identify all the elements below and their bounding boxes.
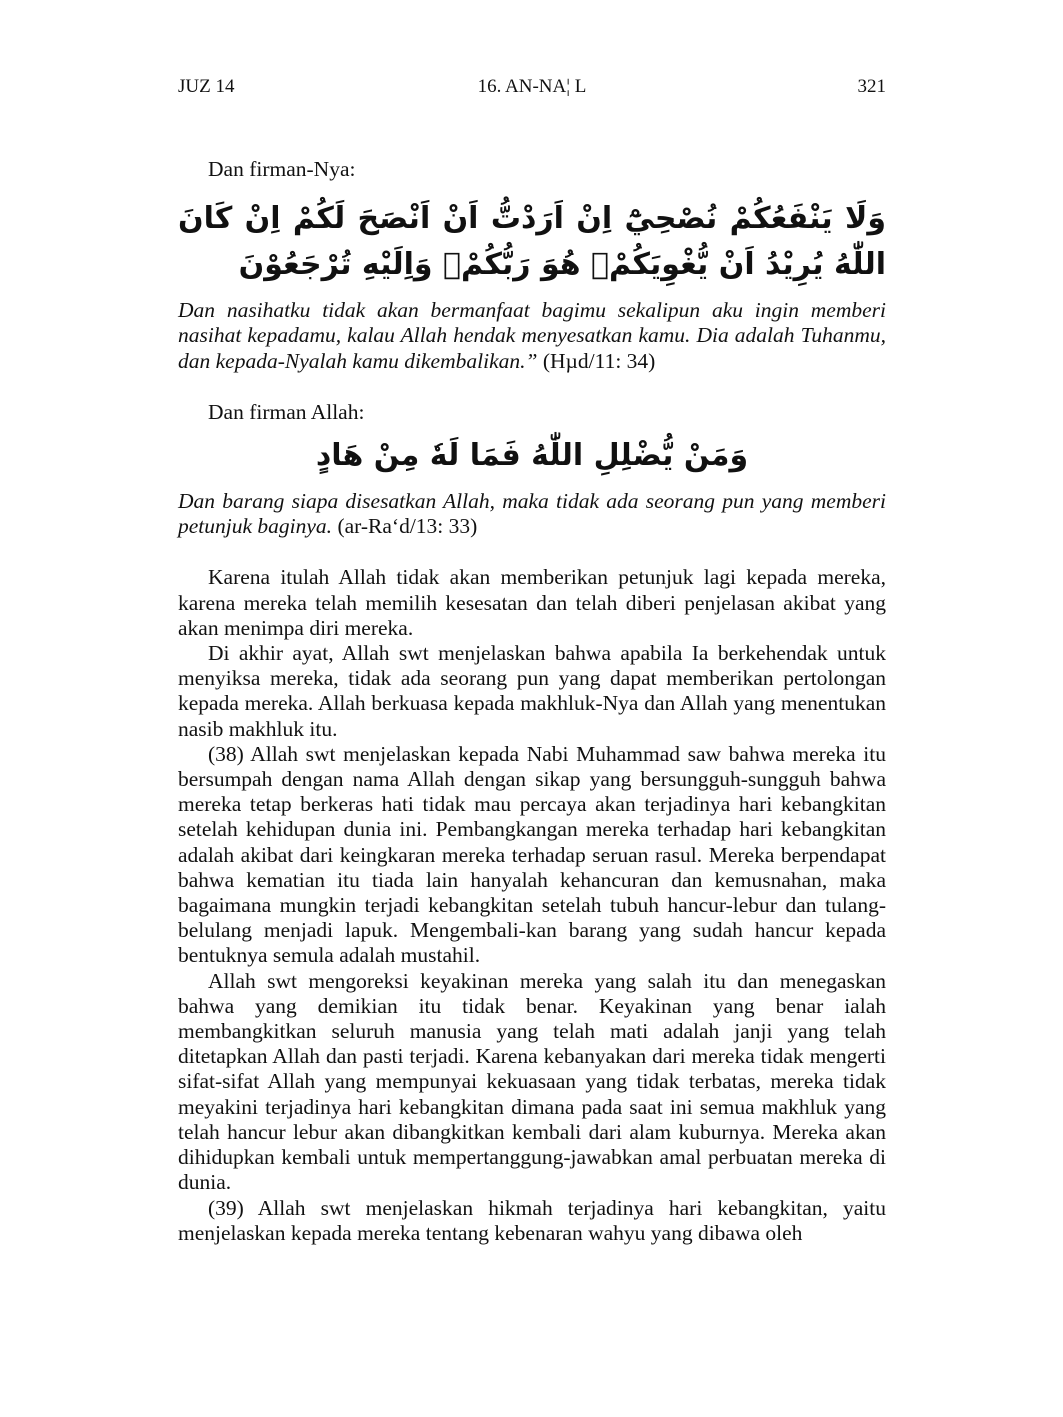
page-header (178, 76, 886, 102)
commentary (178, 565, 886, 1245)
page-number: 321 (857, 76, 886, 97)
page-body (178, 157, 886, 1246)
paragraph-5: (39) Allah swt menjelaskan hikmah terjadinya hari kebangkitan, yaitu menjelaskan kepada mereka tentang kebenaran wahyu yang dibawa oleh (178, 1195, 886, 1245)
intro-text-1: Dan firman-Nya: (208, 157, 356, 181)
arabic-verse-2: وَمَنْ يُّضْلِلِ اللّٰهُ فَمَا لَهٗ مِنْ هَادٍ (315, 438, 749, 474)
paragraph-4: Allah swt mengoreksi keyakinan mereka yang salah itu dan menegaskan bahwa yang demikian itu tidak benar. Keyakinan yang benar ialah membangkitkan seluruh manusia yang telah mati adalah janji yang telah ditetapkan Allah dan pasti terjadi. Karena kebanyakan dari mereka tidak mengerti sifat-sifat Allah yang mempunyai kekuasaan yang tidak terbatas, mereka tidak meyakini terjadinya hari kebangkitan dimana pada saat ini semua makhluk yang telah hancur lebur akan dibangkitkan kembali dari alam kuburnya. Mereka akan dihidupkan kembali untuk mempertanggung-jawabkan amal perbuatan mereka di dunia. (178, 968, 886, 1195)
juz-label: JUZ 14 (178, 76, 235, 97)
translation-2 (178, 489, 886, 539)
intro-text-2: Dan firman Allah: (208, 399, 365, 424)
arabic-verse-1: وَلَا يَنْفَعُكُمْ نُصْحِيْٓ اِنْ اَرَدْتُّ اَنْ اَنْصَحَ لَكُمْ اِنْ كَانَ اللّٰهُ يُرِيْدُ اَنْ يُّغْوِيَكُمْۗ هُوَ رَبُّكُمْۗ وَاِلَيْهِ تُرْجَعُوْنَ (178, 201, 886, 283)
translation-2-text: Dan barang siapa disesatkan Allah, maka tidak ada seorang pun yang memberi petunjuk baginya. (178, 489, 886, 539)
surah-title: 16. AN-NA¦ L (477, 76, 587, 97)
translation-1 (178, 298, 886, 374)
paragraph-1: Karena itulah Allah tidak akan memberikan petunjuk lagi kepada mereka, karena mereka telah memilih kesesatan dan telah diberi penjelasan akibat yang akan menimpa diri mereka. (178, 565, 886, 640)
paragraph-3: (38) Allah swt menjelaskan kepada Nabi Muhammad saw bahwa mereka itu bersumpah dengan nama Allah dengan sikap yang bersungguh-sungguh bahwa mereka tetap berkeras hati tidak mau percaya akan terjadinya hari kebangkitan setelah kehidupan dunia ini. Pembangkangan mereka terhadap hari kebangkitan adalah akibat dari keingkaran mereka terhadap seruan rasul. Mereka berpendapat bahwa kematian itu tiada lain hanyalah kehancuran dan kemusnahan, maka bagaimana mungkin terjadi kebangkitan setelah tubuh hancur-lebur dan tulang-belulang menjadi lapuk. Mengembali-kan barang yang sudah hancur kepada bentuknya semula adalah mustahil. (178, 741, 886, 968)
reference-2: (ar-Ra‘d/13: 33) (337, 514, 478, 539)
translation-1-text: Dan nasihatku tidak akan bermanfaat bagimu sekalipun aku ingin memberi nasihat kepadamu, kalau Allah hendak menyesatkan kamu. Dia adalah Tuhanmu, dan kepada-Nyalah kamu dikembalikan.” (178, 298, 886, 373)
paragraph-2: Di akhir ayat, Allah swt menjelaskan bahwa apabila Ia berkehendak untuk menyiksa mereka, tidak ada seorang pun yang dapat memberikan pertolongan kepada mereka. Allah berkuasa kepada makhluk-Nya dan Allah yang menentukan nasib makhluk itu. (178, 641, 886, 741)
reference-1: (Hµd/11: 34) (542, 348, 656, 373)
